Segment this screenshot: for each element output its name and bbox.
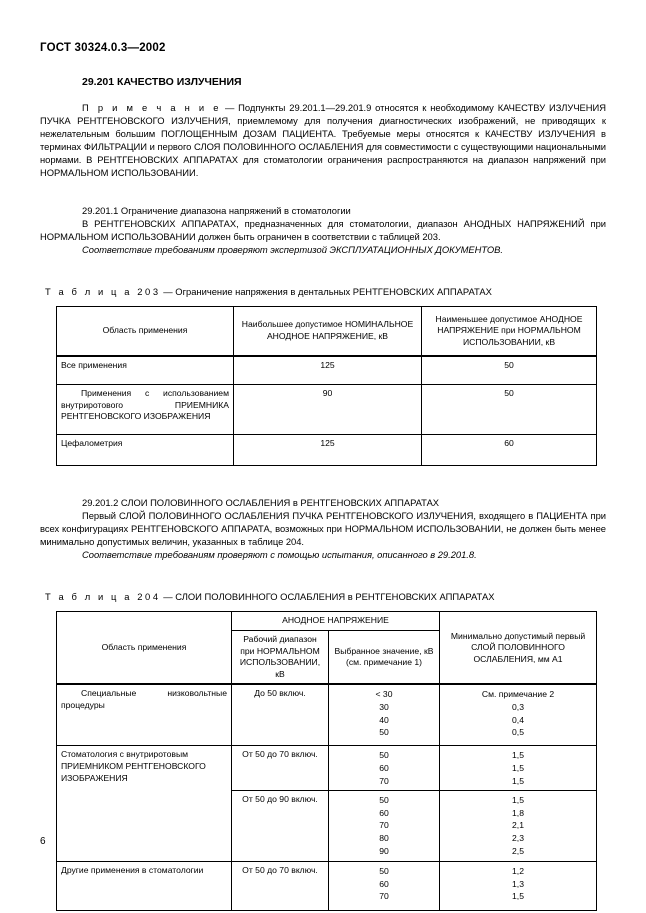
table-204-cell-working-range: До 50 включ. bbox=[232, 684, 329, 746]
table-203-cell-min-anode: 50 bbox=[422, 384, 597, 434]
table-203-th-max-nominal: Наибольшее допустимое НОМИНАЛЬНОЕ АНОДНОЕ НАПРЯЖЕНИЕ, кВ bbox=[234, 306, 422, 356]
selected-value: 70 bbox=[379, 775, 389, 786]
table-203-cell-max-nominal: 125 bbox=[234, 434, 422, 465]
table-204-cell-selected-values bbox=[329, 791, 440, 862]
table-203-cell-application-text: Применения с использованием внутриротового ПРИЕМНИКА РЕНТГЕНОВСКОГО ИЗОБРАЖЕНИЯ bbox=[61, 387, 229, 422]
table-204-cell-working-range: От 50 до 90 включ. bbox=[232, 791, 329, 862]
compliance-29201-2: Соответствие требованиям проверяют с помощью испытания, описанного в 29.201.8. bbox=[82, 549, 477, 561]
selected-value: 50 bbox=[379, 795, 389, 806]
page-content bbox=[40, 42, 606, 911]
table-row bbox=[57, 384, 597, 434]
table-204-th-application: Область применения bbox=[57, 612, 232, 684]
selected-value: 60 bbox=[379, 807, 389, 818]
table-204-head bbox=[57, 612, 597, 684]
table-203-head bbox=[57, 306, 597, 356]
table-204-cell-min-hvl bbox=[440, 862, 597, 911]
table-204-body bbox=[57, 684, 597, 910]
table-204-th-min-hvl: Минимально допустимый первый СЛОЙ ПОЛОВИННОГО ОСЛАБЛЕНИЯ, мм А1 bbox=[440, 612, 597, 684]
table-203-cell-application: Цефалометрия bbox=[57, 434, 234, 465]
min-hvl-value: 1,5 bbox=[512, 775, 524, 786]
table-row bbox=[57, 862, 597, 911]
min-hvl-value: 1,8 bbox=[512, 807, 524, 818]
selected-value: 30 bbox=[379, 701, 389, 712]
min-hvl-value: 2,5 bbox=[512, 845, 524, 856]
selected-value: < 30 bbox=[375, 689, 393, 700]
table-204-caption-text: — СЛОИ ПОЛОВИННОГО ОСЛАБЛЕНИЯ в РЕНТГЕНОВСКИХ АППАРАТАХ bbox=[160, 591, 495, 603]
min-hvl-value: 2,1 bbox=[512, 820, 524, 831]
table-204-cell-application: Другие применения в стоматологии bbox=[57, 862, 232, 911]
selected-value: 70 bbox=[379, 820, 389, 831]
table-203-caption bbox=[45, 286, 606, 297]
min-hvl-value: 0,3 bbox=[512, 701, 524, 712]
selected-value: 60 bbox=[379, 878, 389, 889]
table-row bbox=[57, 746, 597, 791]
note-paragraph bbox=[40, 101, 606, 180]
table-row bbox=[57, 684, 597, 746]
table-row bbox=[57, 434, 597, 465]
min-hvl-value: 1,5 bbox=[512, 750, 524, 761]
table-204-cell-min-hvl bbox=[440, 684, 597, 746]
min-hvl-value: 0,4 bbox=[512, 714, 524, 725]
table-204-header-row-1 bbox=[57, 612, 597, 631]
table-204-th-working-range: Рабочий диапазон при НОРМАЛЬНОМ ИСПОЛЬЗОВАНИИ, кВ bbox=[232, 631, 329, 685]
min-hvl-value: 1,5 bbox=[512, 762, 524, 773]
table-203-cell-max-nominal: 90 bbox=[234, 384, 422, 434]
table-204-th-anode-voltage-group: АНОДНОЕ НАПРЯЖЕНИЕ bbox=[232, 612, 440, 631]
table-203-th-min-anode: Наименьшее допустимое АНОДНОЕ НАПРЯЖЕНИЕ при НОРМАЛЬНОМ ИСПОЛЬЗОВАНИИ, кВ bbox=[422, 306, 597, 356]
note-body: — Подпункты 29.201.1—29.201.9 относятся к необходимому КАЧЕСТВУ ИЗЛУЧЕНИЯ ПУЧКА РЕНТГЕНОВСКОГО ИЗЛУЧЕНИЯ, приемлемому для получения диагностических изображений, не приводящих к нежелательным большим ПОГЛОЩЕННЫМ ДОЗАМ ПАЦИЕНТА. Требуемые меры относятся к КАЧЕСТВУ ИЗЛУЧЕНИЯ в терминах ФИЛЬТРАЦИИ и первого СЛОЯ ПОЛОВИННОГО ОСЛАБЛЕНИЯ для совместимости с существующими национальными нормами. В РЕНТГЕНОВСКИХ АППАРАТАХ для стоматологии ограничения распространяются на диапазон напряжений при НОРМАЛЬНОМ ИСПОЛЬЗОВАНИИ. bbox=[40, 102, 607, 179]
table-204-cell-working-range: От 50 до 70 включ. bbox=[232, 746, 329, 791]
selected-value: 50 bbox=[379, 750, 389, 761]
table-204-caption bbox=[45, 591, 606, 602]
section-heading-29201: 29.201 КАЧЕСТВО ИЗЛУЧЕНИЯ bbox=[82, 76, 242, 88]
selected-value: 40 bbox=[379, 714, 389, 725]
table-204 bbox=[56, 611, 597, 911]
standard-id-header: ГОСТ 30324.0.3—2002 bbox=[40, 42, 166, 54]
min-hvl-value: См. примечание 2 bbox=[481, 689, 555, 700]
table-203-caption-text: — Ограничение напряжения в дентальных РЕНТГЕНОВСКИХ АППАРАТАХ bbox=[160, 285, 492, 297]
table-row bbox=[57, 356, 597, 385]
heading-29201-1: 29.201.1 Ограничение диапазона напряжений в стоматологии bbox=[82, 204, 351, 216]
selected-value: 70 bbox=[379, 891, 389, 902]
selected-value: 50 bbox=[379, 727, 389, 738]
table-203-th-application: Область применения bbox=[57, 306, 234, 356]
table-204-cell-min-hvl bbox=[440, 791, 597, 862]
table-204-th-selected-value: Выбранное значение, кВ (см. примечание 1) bbox=[329, 631, 440, 685]
min-hvl-value: 1,3 bbox=[512, 878, 524, 889]
min-hvl-value: 1,5 bbox=[512, 795, 524, 806]
page-number: 6 bbox=[40, 836, 46, 847]
paragraph-29201-1: В РЕНТГЕНОВСКИХ АППАРАТАХ, предназначенных для стоматологии, диапазон АНОДНЫХ НАПРЯЖЕНИЙ при НОРМАЛЬНОМ ИСПОЛЬЗОВАНИИ должен быть ограничен в соответствии с таблицей 203. bbox=[40, 217, 606, 242]
table-203-cell-max-nominal: 125 bbox=[234, 356, 422, 385]
table-204-cell-selected-values bbox=[329, 684, 440, 746]
table-203-cell-application: Все применения bbox=[57, 356, 234, 385]
table-203-body bbox=[57, 356, 597, 466]
compliance-29201-1: Соответствие требованиям проверяют экспертизой ЭКСПЛУАТАЦИОННЫХ ДОКУМЕНТОВ. bbox=[82, 243, 503, 255]
table-204-cell-working-range: От 50 до 70 включ. bbox=[232, 862, 329, 911]
table-204-cell-application bbox=[57, 684, 232, 746]
table-204-cell-application-text: Специальные низковольтные процедуры bbox=[61, 688, 227, 710]
table-204-cell-selected-values bbox=[329, 862, 440, 911]
heading-29201-2: 29.201.2 СЛОИ ПОЛОВИННОГО ОСЛАБЛЕНИЯ в РЕНТГЕНОВСКИХ АППАРАТАХ bbox=[82, 496, 440, 508]
table-203-cell-min-anode: 50 bbox=[422, 356, 597, 385]
min-hvl-value: 1,2 bbox=[512, 866, 524, 877]
min-hvl-value: 0,5 bbox=[512, 727, 524, 738]
table-203-caption-label: Т а б л и ц а 203 bbox=[45, 285, 161, 297]
table-203-cell-min-anode: 60 bbox=[422, 434, 597, 465]
table-204-caption-label: Т а б л и ц а 204 bbox=[45, 591, 161, 603]
table-204-cell-selected-values bbox=[329, 746, 440, 791]
min-hvl-value: 2,3 bbox=[512, 832, 524, 843]
table-203 bbox=[56, 306, 597, 466]
selected-value: 80 bbox=[379, 832, 389, 843]
selected-value: 90 bbox=[379, 845, 389, 856]
table-204-cell-min-hvl bbox=[440, 746, 597, 791]
note-label: П р и м е ч а н и е bbox=[82, 102, 222, 113]
paragraph-29201-2: Первый СЛОЙ ПОЛОВИННОГО ОСЛАБЛЕНИЯ ПУЧКА РЕНТГЕНОВСКОГО ИЗЛУЧЕНИЯ, входящего в ПАЦИЕНТА при всех конфигурациях РЕНТГЕНОВСКОГО АППАРАТА, возможных при НОРМАЛЬНОМ ИСПОЛЬЗОВАНИИ, не должен быть менее минимально допустимых величин, указанных в таблице 204. bbox=[40, 510, 606, 548]
table-203-header-row bbox=[57, 306, 597, 356]
selected-value: 60 bbox=[379, 762, 389, 773]
min-hvl-value: 1,5 bbox=[512, 891, 524, 902]
selected-value: 50 bbox=[379, 866, 389, 877]
table-203-cell-application bbox=[57, 384, 234, 434]
table-204-cell-application: Стоматология с внутриротовым ПРИЕМНИКОМ РЕНТГЕНОВСКОГО ИЗОБРАЖЕНИЯ bbox=[57, 746, 232, 862]
